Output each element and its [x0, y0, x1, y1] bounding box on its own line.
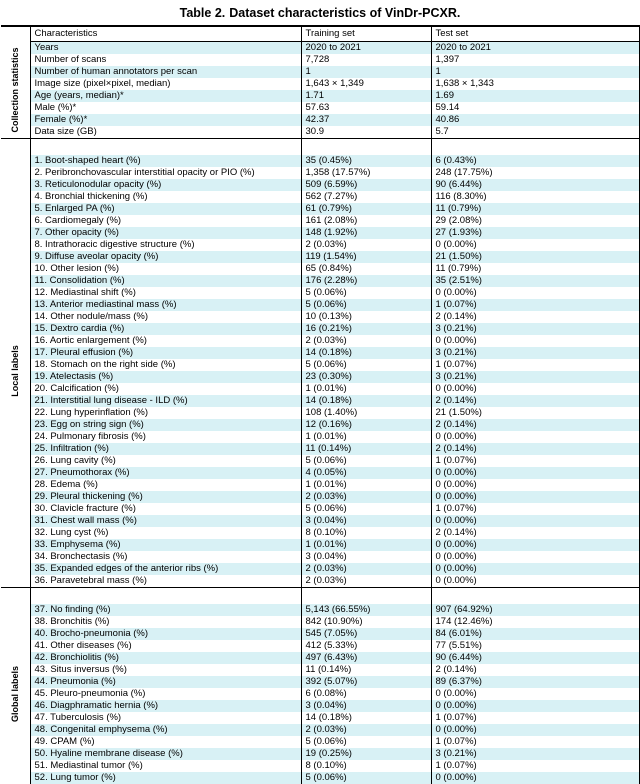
- section-group-label: [1, 155, 30, 588]
- test-value: 0 (0.00%): [431, 479, 639, 491]
- row-label: 29. Pleural thickening (%): [30, 491, 301, 503]
- test-value: 0 (0.00%): [431, 239, 639, 251]
- col-header-training-set: Training set: [301, 26, 431, 42]
- test-value: 0 (0.00%): [431, 491, 639, 503]
- row-label: 24. Pulmonary fibrosis (%): [30, 431, 301, 443]
- training-value: 14 (0.18%): [301, 395, 431, 407]
- training-value: 1,358 (17.57%): [301, 167, 431, 179]
- row-label: 10. Other lesion (%): [30, 263, 301, 275]
- table-row: [1, 227, 639, 239]
- test-value: 174 (12.46%): [431, 616, 639, 628]
- row-label: 12. Mediastinal shift (%): [30, 287, 301, 299]
- test-value: 84 (6.01%): [431, 628, 639, 640]
- row-label: 2. Peribronchovascular interstitial opacity or PIO (%): [30, 167, 301, 179]
- row-label: 7. Other opacity (%): [30, 227, 301, 239]
- test-value: 3 (0.21%): [431, 347, 639, 359]
- test-value: 2 (0.14%): [431, 395, 639, 407]
- table-row: [1, 515, 639, 527]
- section-gap-cell: [301, 139, 431, 156]
- row-label: Image size (pixel×pixel, median): [30, 78, 301, 90]
- table-row: [1, 179, 639, 191]
- row-label: 46. Diagphramatic hernia (%): [30, 700, 301, 712]
- training-value: 5 (0.06%): [301, 736, 431, 748]
- training-value: 3 (0.04%): [301, 551, 431, 563]
- row-label: 37. No finding (%): [30, 604, 301, 616]
- row-label: 51. Mediastinal tumor (%): [30, 760, 301, 772]
- test-value: 1 (0.07%): [431, 455, 639, 467]
- table-row: [1, 503, 639, 515]
- training-value: 8 (0.10%): [301, 527, 431, 539]
- test-value: 2 (0.14%): [431, 527, 639, 539]
- training-value: 1 (0.01%): [301, 383, 431, 395]
- table-row: [1, 239, 639, 251]
- training-value: 5 (0.06%): [301, 287, 431, 299]
- row-label: 32. Lung cyst (%): [30, 527, 301, 539]
- test-value: 2 (0.14%): [431, 664, 639, 676]
- test-value: 21 (1.50%): [431, 251, 639, 263]
- row-label: 5. Enlarged PA (%): [30, 203, 301, 215]
- test-value: 1 (0.07%): [431, 760, 639, 772]
- table-row: [1, 395, 639, 407]
- test-value: 11 (0.79%): [431, 203, 639, 215]
- test-value: 77 (5.51%): [431, 640, 639, 652]
- row-label: 41. Other diseases (%): [30, 640, 301, 652]
- row-label: 45. Pleuro-pneumonia (%): [30, 688, 301, 700]
- test-value: 0 (0.00%): [431, 515, 639, 527]
- table-row: [1, 299, 639, 311]
- training-value: 1,643 × 1,349: [301, 78, 431, 90]
- training-value: 119 (1.54%): [301, 251, 431, 263]
- table-row: [1, 491, 639, 503]
- table-row: [1, 42, 639, 55]
- row-label: 13. Anterior mediastinal mass (%): [30, 299, 301, 311]
- training-value: 176 (2.28%): [301, 275, 431, 287]
- row-label: Number of scans: [30, 54, 301, 66]
- table-row: [1, 54, 639, 66]
- table-row: [1, 126, 639, 139]
- row-label: 25. Infiltration (%): [30, 443, 301, 455]
- training-value: 3 (0.04%): [301, 700, 431, 712]
- table-row: [1, 347, 639, 359]
- test-value: 1: [431, 66, 639, 78]
- table-row: [1, 78, 639, 90]
- table-row: [1, 652, 639, 664]
- row-label: Years: [30, 42, 301, 55]
- training-value: 1 (0.01%): [301, 431, 431, 443]
- row-label: 20. Calcification (%): [30, 383, 301, 395]
- training-value: 11 (0.14%): [301, 664, 431, 676]
- training-value: 2 (0.03%): [301, 239, 431, 251]
- table-row: [1, 215, 639, 227]
- table-body: [1, 42, 639, 784]
- table-row: [1, 102, 639, 114]
- table-row: [1, 323, 639, 335]
- test-value: 0 (0.00%): [431, 335, 639, 347]
- training-value: 1 (0.01%): [301, 539, 431, 551]
- training-value: 57.63: [301, 102, 431, 114]
- training-value: 2 (0.03%): [301, 575, 431, 588]
- row-label: 28. Edema (%): [30, 479, 301, 491]
- training-value: 108 (1.40%): [301, 407, 431, 419]
- row-label: 21. Interstitial lung disease - ILD (%): [30, 395, 301, 407]
- section-gap-cell: [301, 588, 431, 605]
- table-row: [1, 419, 639, 431]
- row-label: 49. CPAM (%): [30, 736, 301, 748]
- section-gap-cell: [30, 139, 301, 156]
- row-label: 42. Bronchiolitis (%): [30, 652, 301, 664]
- test-value: 21 (1.50%): [431, 407, 639, 419]
- row-label: 11. Consolidation (%): [30, 275, 301, 287]
- training-value: 5 (0.06%): [301, 359, 431, 371]
- section-gap-cell: [1, 139, 30, 156]
- row-label: 36. Paravetebral mass (%): [30, 575, 301, 588]
- table-row: [1, 760, 639, 772]
- table-row: [1, 203, 639, 215]
- test-value: 1 (0.07%): [431, 736, 639, 748]
- training-value: 1: [301, 66, 431, 78]
- table-row: [1, 575, 639, 588]
- table-row: [1, 467, 639, 479]
- row-label: 14. Other nodule/mass (%): [30, 311, 301, 323]
- test-value: 3 (0.21%): [431, 748, 639, 760]
- training-value: 4 (0.05%): [301, 467, 431, 479]
- test-value: 40.86: [431, 114, 639, 126]
- test-value: 0 (0.00%): [431, 551, 639, 563]
- col-header-characteristics: Characteristics: [30, 26, 301, 42]
- row-label: 40. Brocho-pneumonia (%): [30, 628, 301, 640]
- table-row: [1, 628, 639, 640]
- table-caption-number: Table 2.: [179, 6, 226, 20]
- training-value: 5 (0.06%): [301, 299, 431, 311]
- row-label: 26. Lung cavity (%): [30, 455, 301, 467]
- training-value: 2020 to 2021: [301, 42, 431, 55]
- test-value: 0 (0.00%): [431, 383, 639, 395]
- training-value: 65 (0.84%): [301, 263, 431, 275]
- test-value: 1 (0.07%): [431, 503, 639, 515]
- corner-cell: [1, 26, 30, 42]
- test-value: 3 (0.21%): [431, 371, 639, 383]
- table-row: [1, 539, 639, 551]
- section-group-label-text: Global labels: [10, 665, 21, 723]
- training-value: 412 (5.33%): [301, 640, 431, 652]
- table-row: [1, 563, 639, 575]
- test-value: 89 (6.37%): [431, 676, 639, 688]
- test-value: 2 (0.14%): [431, 311, 639, 323]
- table-row: [1, 155, 639, 167]
- row-label: 23. Egg on string sign (%): [30, 419, 301, 431]
- table-row: [1, 443, 639, 455]
- test-value: 6 (0.43%): [431, 155, 639, 167]
- training-value: 509 (6.59%): [301, 179, 431, 191]
- test-value: 2 (0.14%): [431, 419, 639, 431]
- training-value: 2 (0.03%): [301, 335, 431, 347]
- table-row: [1, 640, 639, 652]
- row-label: 1. Boot-shaped heart (%): [30, 155, 301, 167]
- table-caption-text: Dataset characteristics of VinDr-PCXR.: [229, 6, 461, 20]
- table-row: [1, 66, 639, 78]
- section-gap: [1, 139, 639, 156]
- table-row: [1, 114, 639, 126]
- row-label: Male (%)*: [30, 102, 301, 114]
- training-value: 5,143 (66.55%): [301, 604, 431, 616]
- row-label: 47. Tuberculosis (%): [30, 712, 301, 724]
- test-value: 1 (0.07%): [431, 359, 639, 371]
- row-label: Age (years, median)*: [30, 90, 301, 102]
- table-row: [1, 431, 639, 443]
- section-gap-cell: [431, 588, 639, 605]
- training-value: 497 (6.43%): [301, 652, 431, 664]
- test-value: 0 (0.00%): [431, 563, 639, 575]
- table-row: [1, 251, 639, 263]
- table-row: [1, 676, 639, 688]
- training-value: 11 (0.14%): [301, 443, 431, 455]
- row-label: 38. Bronchitis (%): [30, 616, 301, 628]
- table-row: [1, 688, 639, 700]
- training-value: 148 (1.92%): [301, 227, 431, 239]
- test-value: 1,638 × 1,343: [431, 78, 639, 90]
- training-value: 545 (7.05%): [301, 628, 431, 640]
- training-value: 6 (0.08%): [301, 688, 431, 700]
- section-group-label-text: Collection statistics: [10, 47, 21, 133]
- table-row: [1, 359, 639, 371]
- row-label: 50. Hyaline membrane disease (%): [30, 748, 301, 760]
- training-value: 35 (0.45%): [301, 155, 431, 167]
- training-value: 23 (0.30%): [301, 371, 431, 383]
- header-row: [1, 26, 639, 42]
- row-label: 35. Expanded edges of the anterior ribs (%): [30, 563, 301, 575]
- test-value: 5.7: [431, 126, 639, 139]
- table-row: [1, 191, 639, 203]
- table-row: [1, 287, 639, 299]
- test-value: 29 (2.08%): [431, 215, 639, 227]
- test-value: 59.14: [431, 102, 639, 114]
- training-value: 5 (0.06%): [301, 455, 431, 467]
- training-value: 14 (0.18%): [301, 712, 431, 724]
- row-label: 18. Stomach on the right side (%): [30, 359, 301, 371]
- table-row: [1, 479, 639, 491]
- training-value: 562 (7.27%): [301, 191, 431, 203]
- section-group-label: [1, 42, 30, 139]
- training-value: 1.71: [301, 90, 431, 102]
- table-row: [1, 604, 639, 616]
- section-group-label: [1, 604, 30, 784]
- table-row: [1, 407, 639, 419]
- training-value: 392 (5.07%): [301, 676, 431, 688]
- row-label: 30. Clavicle fracture (%): [30, 503, 301, 515]
- row-label: 27. Pneumothorax (%): [30, 467, 301, 479]
- training-value: 8 (0.10%): [301, 760, 431, 772]
- row-label: Data size (GB): [30, 126, 301, 139]
- table-row: [1, 263, 639, 275]
- training-value: 14 (0.18%): [301, 347, 431, 359]
- test-value: 1 (0.07%): [431, 299, 639, 311]
- training-value: 842 (10.90%): [301, 616, 431, 628]
- test-value: 90 (6.44%): [431, 652, 639, 664]
- row-label: 4. Bronchial thickening (%): [30, 191, 301, 203]
- col-header-test-set: Test set: [431, 26, 639, 42]
- test-value: 0 (0.00%): [431, 700, 639, 712]
- test-value: 90 (6.44%): [431, 179, 639, 191]
- table-row: [1, 167, 639, 179]
- training-value: 5 (0.06%): [301, 503, 431, 515]
- training-value: 16 (0.21%): [301, 323, 431, 335]
- table-row: [1, 664, 639, 676]
- test-value: 0 (0.00%): [431, 575, 639, 588]
- dataset-table: [1, 25, 640, 784]
- test-value: 2020 to 2021: [431, 42, 639, 55]
- table-row: [1, 371, 639, 383]
- row-label: 9. Diffuse aveolar opacity (%): [30, 251, 301, 263]
- table-row: [1, 311, 639, 323]
- row-label: 19. Atelectasis (%): [30, 371, 301, 383]
- training-value: 10 (0.13%): [301, 311, 431, 323]
- test-value: 0 (0.00%): [431, 539, 639, 551]
- training-value: 61 (0.79%): [301, 203, 431, 215]
- row-label: Number of human annotators per scan: [30, 66, 301, 78]
- row-label: 8. Intrathoracic digestive structure (%): [30, 239, 301, 251]
- row-label: 6. Cardiomegaly (%): [30, 215, 301, 227]
- test-value: 11 (0.79%): [431, 263, 639, 275]
- test-value: 0 (0.00%): [431, 688, 639, 700]
- row-label: 3. Reticulonodular opacity (%): [30, 179, 301, 191]
- training-value: 5 (0.06%): [301, 772, 431, 784]
- test-value: 27 (1.93%): [431, 227, 639, 239]
- row-label: 17. Pleural effusion (%): [30, 347, 301, 359]
- test-value: 0 (0.00%): [431, 431, 639, 443]
- section-group-label-text: Local labels: [10, 345, 21, 397]
- table-row: [1, 551, 639, 563]
- table-caption: [0, 0, 640, 25]
- row-label: 22. Lung hyperinflation (%): [30, 407, 301, 419]
- training-value: 30.9: [301, 126, 431, 139]
- test-value: 1.69: [431, 90, 639, 102]
- test-value: 907 (64.92%): [431, 604, 639, 616]
- training-value: 42.37: [301, 114, 431, 126]
- table-row: [1, 527, 639, 539]
- row-label: 31. Chest wall mass (%): [30, 515, 301, 527]
- training-value: 2 (0.03%): [301, 491, 431, 503]
- row-label: 33. Emphysema (%): [30, 539, 301, 551]
- test-value: 0 (0.00%): [431, 724, 639, 736]
- row-label: 44. Pneumonia (%): [30, 676, 301, 688]
- section-gap-cell: [1, 588, 30, 605]
- section-gap-cell: [30, 588, 301, 605]
- test-value: 0 (0.00%): [431, 467, 639, 479]
- row-label: 52. Lung tumor (%): [30, 772, 301, 784]
- training-value: 3 (0.04%): [301, 515, 431, 527]
- test-value: 1 (0.07%): [431, 712, 639, 724]
- table-row: [1, 772, 639, 784]
- test-value: 35 (2.51%): [431, 275, 639, 287]
- section-gap: [1, 588, 639, 605]
- section-gap-cell: [431, 139, 639, 156]
- training-value: 1 (0.01%): [301, 479, 431, 491]
- table-row: [1, 616, 639, 628]
- test-value: 248 (17.75%): [431, 167, 639, 179]
- table-row: [1, 700, 639, 712]
- row-label: 48. Congenital emphysema (%): [30, 724, 301, 736]
- table-row: [1, 455, 639, 467]
- training-value: 7,728: [301, 54, 431, 66]
- table-row: [1, 90, 639, 102]
- training-value: 161 (2.08%): [301, 215, 431, 227]
- row-label: Female (%)*: [30, 114, 301, 126]
- training-value: 2 (0.03%): [301, 724, 431, 736]
- training-value: 12 (0.16%): [301, 419, 431, 431]
- row-label: 43. Situs inversus (%): [30, 664, 301, 676]
- test-value: 0 (0.00%): [431, 287, 639, 299]
- training-value: 2 (0.03%): [301, 563, 431, 575]
- table-row: [1, 335, 639, 347]
- row-label: 34. Bronchectasis (%): [30, 551, 301, 563]
- table-row: [1, 748, 639, 760]
- table-row: [1, 736, 639, 748]
- test-value: 2 (0.14%): [431, 443, 639, 455]
- table-row: [1, 724, 639, 736]
- row-label: 15. Dextro cardia (%): [30, 323, 301, 335]
- table-row: [1, 275, 639, 287]
- table-row: [1, 712, 639, 724]
- test-value: 1,397: [431, 54, 639, 66]
- table-row: [1, 383, 639, 395]
- row-label: 16. Aortic enlargement (%): [30, 335, 301, 347]
- test-value: 3 (0.21%): [431, 323, 639, 335]
- test-value: 0 (0.00%): [431, 772, 639, 784]
- training-value: 19 (0.25%): [301, 748, 431, 760]
- test-value: 116 (8.30%): [431, 191, 639, 203]
